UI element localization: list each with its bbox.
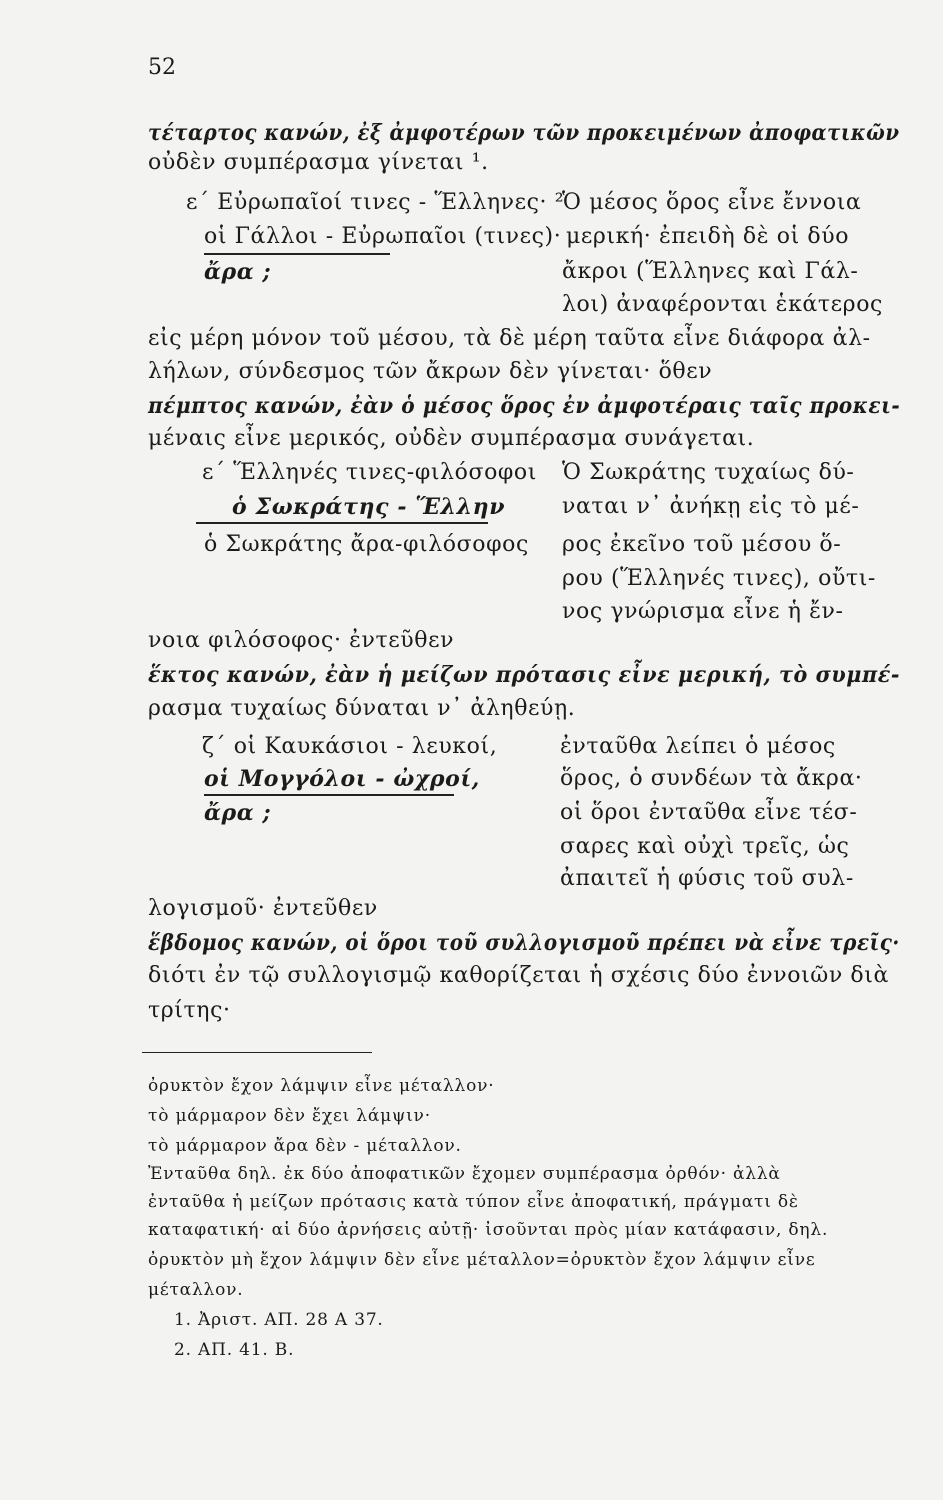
text-line: ρου (Ἕλληνές τινες), οὔτι- (562, 566, 876, 591)
text-line: ἐνταῦθα λείπει ὁ μέσος (560, 734, 836, 759)
text-line: εἰς μέρη μόνον τοῦ μέσου, τὰ δὲ μέρη ταῦτα εἶνε διάφορα ἀλ- (148, 326, 871, 351)
text-line: ὅρος, ὁ συνδέων τὰ ἄκρα· (560, 766, 863, 791)
footnote-line: ὀρυκτὸν ἔχον λάμψιν εἶνε μέταλλον· (148, 1076, 495, 1096)
text-line: λοι) ἀναφέρονται ἑκάτερος (562, 292, 883, 317)
text-line: τέταρτος κανών, ἐξ ἀμφοτέρων τῶν προκειμένων ἀποφατικῶν (148, 120, 900, 146)
footnote-line: τὸ μάρμαρον δὲν ἔχει λάμψιν· (148, 1106, 431, 1126)
text-line: ναται ν᾽ ἀνήκῃ εἰς τὸ μέ- (562, 494, 860, 519)
text-line: πέμπτος κανών, ἐὰν ὁ μέσος ὅρος ἐν ἀμφοτέραις ταῖς προκει- (148, 393, 901, 419)
text-line: ἕβδομος κανών, οἱ ὅροι τοῦ συλλογισμοῦ πρέπει νὰ εἶνε τρεῖς· (148, 930, 900, 956)
text-line: ρασμα τυχαίως δύναται ν᾽ ἀληθεύῃ. (148, 696, 576, 721)
text-line: σαρες καὶ οὐχὶ τρεῖς, ὡς (560, 834, 850, 859)
footnote-line: καταφατική· αἱ δύο ἀρνήσεις αὐτῇ· ἰσοῦνται πρὸς μίαν κατάφασιν, δηλ. (148, 1220, 829, 1240)
syllogism-rule (204, 253, 390, 255)
text-line: ε΄ Εὐρωπαῖοί τινες - Ἕλληνες· ² (186, 190, 565, 215)
footnote-line: ὀρυκτὸν μὴ ἔχον λάμψιν δὲν εἶνε μέταλλον=ὀρυκτὸν ἔχον λάμψιν εἶνε (148, 1250, 816, 1270)
text-line: οὐδὲν συμπέρασμα γίνεται ¹. (148, 150, 489, 175)
text-line: οἱ Μογγόλοι - ὠχροί, (204, 766, 480, 792)
text-line: ρος ἐκεῖνο τοῦ μέσου ὅ- (562, 532, 842, 557)
text-line: λογισμοῦ· ἐντεῦθεν (148, 896, 378, 921)
text-line: ὁ Σωκράτης ἄρα-φιλόσοφος (204, 532, 529, 557)
text-line: ὁ Σωκράτης - Ἕλλην (232, 494, 506, 520)
footnote-line: τὸ μάρμαρον ἄρα δὲν - μέταλλον. (148, 1136, 462, 1156)
text-line: μέναις εἶνε μερικός, οὐδὲν συμπέρασμα συνάγεται. (148, 426, 755, 451)
syllogism-rule (196, 522, 488, 524)
footnote-line: Ἐνταῦθα δηλ. ἐκ δύο ἀποφατικῶν ἔχομεν συμπέρασμα ὀρθόν· ἀλλὰ (148, 1164, 781, 1184)
text-line: μερική· ἐπειδὴ δὲ οἱ δύο (566, 224, 850, 249)
text-line: Ὁ Σωκράτης τυχαίως δύ- (562, 460, 855, 485)
footnote-line: 1. Ἀριστ. ΑΠ. 28 Α 37. (174, 1310, 384, 1330)
text-line: ἄκροι (Ἕλληνες καὶ Γάλ- (562, 259, 859, 284)
text-line: οἱ Γάλλοι - Εὐρωπαῖοι (τινες)· (204, 224, 562, 249)
text-line: διότι ἐν τῷ συλλογισμῷ καθορίζεται ἡ σχέσις δύο ἐννοιῶν διὰ (148, 963, 889, 988)
text-line: ε΄ Ἕλληνές τινες-φιλόσοφοι (202, 460, 537, 485)
text-line: ἀπαιτεῖ ἡ φύσις τοῦ συλ- (560, 866, 854, 891)
footnote-line: 2. ΑΠ. 41. Β. (174, 1340, 295, 1360)
footnote-line: ἐνταῦθα ἡ μείζων πρότασις κατὰ τύπον εἶνε ἀποφατική, πράγματι δὲ (148, 1192, 799, 1212)
footnote-line: μέταλλον. (148, 1280, 244, 1300)
page-number: 52 (148, 55, 176, 80)
text-line: ἕκτος κανών, ἐὰν ἡ μείζων πρότασις εἶνε μερική, τὸ συμπέ- (148, 662, 900, 688)
text-line: Ὁ μέσος ὅρος εἶνε ἔννοια (562, 190, 862, 215)
text-line: ἄρα ; (204, 800, 272, 826)
text-line: ζ΄ οἱ Καυκάσιοι - λευκοί, (202, 734, 498, 759)
text-line: ἄρα ; (204, 259, 272, 285)
text-line: νος γνώρισμα εἶνε ἡ ἔν- (562, 599, 844, 624)
text-line: λήλων, σύνδεσμος τῶν ἄκρων δὲν γίνεται· ὅθεν (148, 359, 713, 384)
text-line: νοια φιλόσοφος· ἐντεῦθεν (148, 628, 455, 653)
syllogism-rule (204, 794, 454, 796)
footnote-separator (142, 1052, 372, 1053)
text-line: τρίτης· (148, 998, 231, 1023)
text-line: οἱ ὅροι ἐνταῦθα εἶνε τέσ- (560, 800, 858, 825)
